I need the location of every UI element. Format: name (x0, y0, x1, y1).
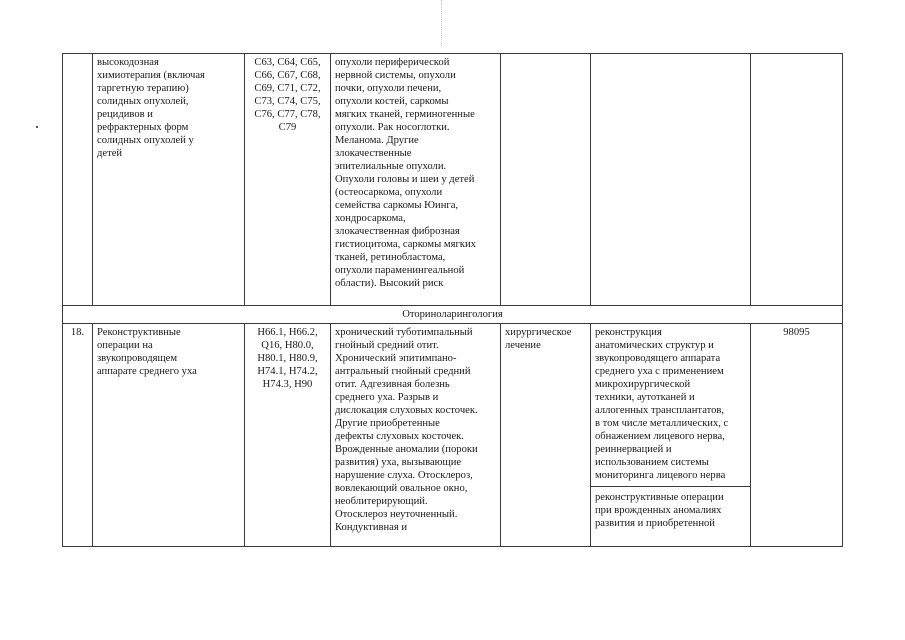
page-fold-line (441, 0, 442, 46)
diagnosis-model: опухоли периферической нервной системы, опухоли почки, опухоли печени, опухоли костей, саркомы мягких тканей, герминогенные опухоли. Рак носоглотки. Меланома. Другие злокачественные эпителиальные опухоли. Опухоли головы и шеи у детей (остеосаркома, опухоли семейства саркомы Юинга, хондросаркома, злокачественная фиброзная гистиоцитома, саркомы мягких тканей, ретинобластома, опухоли параменингеальной области). Высокий риск (331, 54, 501, 306)
row-number (63, 54, 93, 306)
section-header-row (63, 306, 843, 324)
diagnosis-model: хронический туботимпальный гнойный средний отит. Хронический эпитимпано- антральный гнойный средний отит. Адгезивная болезнь среднего уха. Разрыв и дислокация слуховых косточек. Другие приобретенные дефекты слуховых косточек. Врожденные аномалии (пороки развития) уха, вызывающие нарушение слуха. Отосклероз, вовлекающий овальное окно, необлитерирующий. Отосклероз неуточненный. Кондуктивная и (331, 324, 501, 547)
treatment-method-2: реконструктивные операции при врожденных аномалиях развития и приобретенной (591, 486, 750, 530)
care-type-name: высокодозная химиотерапия (включая таргетную терапию) солидных опухолей, рецидивов и рефрактерных форм солидных опухолей у детей (93, 54, 245, 306)
treatment-type: хирургическое лечение (501, 324, 591, 547)
treatment-method-1: реконструкция анатомических структур и звукопроводящего аппарата среднего уха с применением микрохирургической техники, аутотканей и аллогенных трансплантатов, в том числе металлических, с обнажением лицевого нерва, реиннервацией и использованием системы мониторинга лицевого нерва (595, 327, 729, 481)
table-row-continued (63, 54, 843, 306)
care-type-name: Реконструктивные операции на звукопроводящем аппарате среднего уха (93, 324, 245, 547)
scan-dot (36, 126, 38, 128)
row-number: 18. (63, 324, 93, 547)
cost-value (751, 54, 843, 306)
icd-codes: C63, C64, C65, C66, C67, C68, C69, C71, C72, C73, C74, C75, C76, C77, C78, C79 (245, 54, 331, 306)
medical-care-table (62, 53, 843, 547)
icd-codes: H66.1, H66.2, Q16, H80.0, H80.1, H80.9, H74.1, H74.2, H74.3, H90 (245, 324, 331, 547)
treatment-method (591, 54, 751, 306)
table-row-18 (63, 324, 843, 547)
cost-value: 98095 (751, 324, 843, 547)
treatment-type (501, 54, 591, 306)
section-title: Оториноларингология (63, 306, 843, 324)
treatment-method (591, 324, 751, 547)
